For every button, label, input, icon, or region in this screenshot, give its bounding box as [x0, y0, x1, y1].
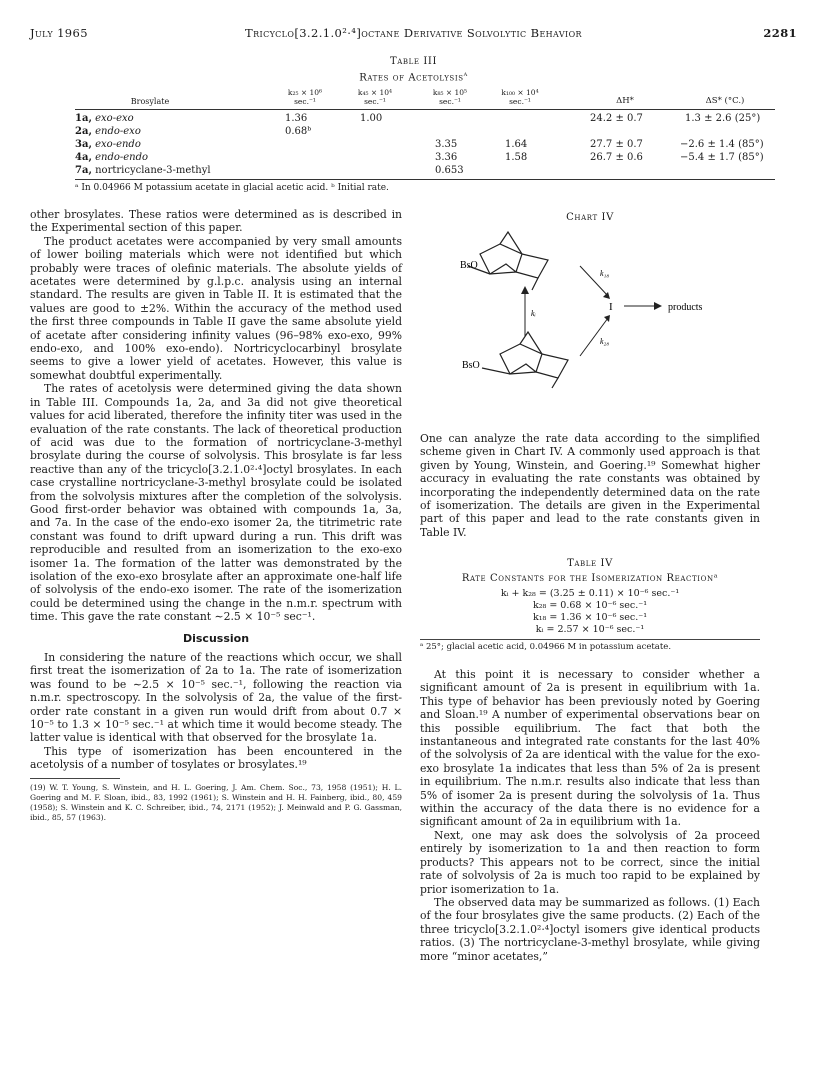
left-column: [30, 208, 402, 823]
page-number: 2281: [763, 26, 797, 40]
products-label: products: [668, 302, 703, 313]
equation-row: k₁₈ = 1.36 × 10⁻⁶ sec.⁻¹: [532, 612, 648, 623]
footnote-19: (19) W. T. Young, S. Winstein, and H. L. Goering, J. Am. Chem. Soc., 73, 1958 (1951); H. L. Goering and M. F. Sloan, ibid., 83, 1992 (1961); S. Winstein and H. H. Fainberg, ibid., 80, 459 (1958); S. Winstein and K. C. Schreiber, ibid., 74, 2171 (1952); J. Meinwald and P. G. Gassman, ibid., 85, 57 (1963).: [30, 782, 402, 822]
equation-row: k₂₈ = 0.68 × 10⁻⁶ sec.⁻¹: [532, 600, 648, 611]
molecule-bottom-icon: [482, 332, 568, 388]
molecule-top-icon: [468, 232, 548, 290]
table4: [420, 558, 760, 652]
paragraph: The rates of acetolysis were determined giving the data shown in Table III. Compounds 1a, 2a, and 3a did not give theoretical values for acid liberated, therefore the infinity titer was used in the evaluation of the rate constants. The lack of theoretical production of acid was due to the formation of nortricyclane-3-methyl brosylate during the course of solvolysis. This brosylate is far less reactive than any of the tricyclo[3.2.1.0²·⁴]octyl brosylates. In each case crystalline nortricyclane-3-methyl brosylate could be isolated from the solvolysis mixtures after the completion of the solvolysis. Good first-order behavior was obtained with compounds 1a, 3a, and 7a. In the case of the endo-exo isomer 2a, the titrimetric rate constant was found to drift upward during a run. This drift was reproducible and resulted from an isomerization to the exo-exo isomer 1a. The formation of the latter was demonstrated by the isolation of the exo-exo brosylate after an approximate one-half life of solvolysis of the endo-exo isomer. The rate of the isomerization could be determined using the change in the n.m.r. spectrum with time. This gave the rate constant ∼2.5 × 10⁻⁵ sec⁻¹.: [30, 382, 402, 624]
col-brosylate: Brosylate: [130, 97, 170, 106]
paragraph: other brosylates. These ratios were determined as is described in the Experimental section of this paper.: [30, 208, 402, 235]
table4-label: Table IV: [567, 558, 613, 569]
col-ds: ΔS* (°C.): [705, 96, 745, 106]
paragraph: At this point it is necessary to consider whether a significant amount of 2a is present in equilibrium with 1a. This type of behavior has been previously noted by Goering and Sloan.¹⁹ A number of experimental observations bear on this possible equilibrium. The fact that both the instantaneous and integrated rate constants for the last 40% of the solvolysis of 2a are identical with the value for the exo-exo brosylate 1a indicates that less than 5% of 2a is present in equilibrium. The n.m.r. results also indicate that less than 5% of isomer 2a is present during the solvolysis of 1a. Thus within the accuracy of the data there is no evidence for a significant amount of 2a in equilibrium with 1a.: [420, 668, 760, 829]
table4-note: ᵃ 25°; glacial acetic acid, 0.04966 M in potassium acetate.: [420, 642, 672, 652]
right-column-top: [420, 432, 760, 539]
table3-footnote: ᵃ In 0.04966 M potassium acetate in glacial acetic acid. ᵇ Initial rate.: [75, 183, 389, 193]
col-k25: k₂₅ × 10⁶ sec.⁻¹: [287, 88, 323, 106]
k-bottom-label: k₂₈: [600, 337, 610, 346]
journal-page: July 1965 Tricyclo[3.2.1.0²·⁴]octane Derivative Solvolytic Behavior 2281 Table III Rates of Acetolysis$^a$ k₂₅ × 10⁶ sec.⁻¹ k₄₅ × 10⁴ sec.⁻¹ k₈₅ × 10⁵ sec.⁻¹ k₁₀₀ × 10⁴ sec.⁻¹ Brosylate ΔH* ΔS* (°C.) 1a, exo-exo 1.36 1.00 24.2 ± 0.7 1.3 ± 2.6 (25°) 2a, endo-exo 0.68ᵇ 3a, exo-endo 3.35 1.64 27.7 ± 0.7 −2.6 ± 1.4 (85°) 4a, endo-endo 3.36 1.58 26.7 ± 0.6 −5.4 ± 1.7 (85°) 7a, nortricyclane-3-methyl 0.653 ᵃ In 0.04966 M potassium acetate in glacial acetic acid. ᵇ Initial rate. other brosylates. These ratios were determined as is described in the Experimental section of this paper. The product acetates were accompanied by very small amounts of lower boiling materials which were not identified but which probably were traces of olefinic materials. The absolute yields of acetates were determined by g.l.p.c. analysis using an internal standard. The results are given in Table II. It is estimated that the values are good to ±2%. Within the accuracy of the method used the first three compounds in Table II gave the same absolute yield of acetate after considering infinity values (96–98% exo-exo, 99% endo-exo, and 100% exo-endo). Nortricyclocarbinyl brosylate seems to give a lower yield of acetates. However, this value is somewhat doubtful experimentally. The rates of acetolysis were determined giving the data shown in Table III. Compounds 1a, 2a, and 3a did not give theoretical values for acid liberated, therefore the infinity titer was used in the evaluation of the rate constants. The lack of theoretical production of acid was due to the formation of nortricyclane-3-methyl brosylate during the course of solvolysis. This brosylate is far less reactive than any of the tricyclo[3.2.1.0²·⁴]octyl brosylates. In each case crystalline nortricyclane-3-methyl brosylate could be isolated from the solvolysis mixtures after the completion of the solvolysis. Good first-order behavior was obtained with compounds 1a, 3a, and 7a. In the case of the endo-exo isomer 2a, the titrimetric rate constant was found to drift upward during a run. This drift was reproducible and resulted from an isomerization to the exo-exo isomer 1a. The formation of the latter was demonstrated by the isolation of the exo-exo brosylate after an approximate one-half life of solvolysis of the endo-exo isomer. The rate of the isomerization could be determined using the change in the n.m.r. spectrum with time. This gave the rate constant ∼2.5 × 10⁻⁵ sec⁻¹. Discussion In considering the nature of the reactions which occur, we shall first treat the isomerization of 2a to 1a. The rate of isomerization was found to be ∼2.5 × 10⁻⁵ sec.⁻¹, following the reaction via n.m.r. spectroscopy. In the solvolysis of 2a, the value of the first-order rate constant in a given run would drift from about 0.7 × 10⁻⁵ to 1.3 × 10⁻⁵ sec.⁻¹ at which time it would become steady. The latter value is identical with that observed for the brosylate 1a. This type of isomerization has been encountered in the acetolysis of a number of tosylates or brosylates.¹⁹ (19) W. T. Young, S. Winstein, and H. L. Goering, J. Am. Chem. Soc., 73, 1958 (1951); H. L. Goering and M. F. Sloan, ibid., 83, 1992 (1961); S. Winstein and H. H. Fainberg, ibid., 80, 459 (1958); S. Winstein and K. C. Schreiber, ibid., 74, 2171 (1952); J. Meinwald and P. G. Gassman, ibid., 85, 57 (1963). Chart IV BsO BsO kᵢ k₁₈ k₂₈ I products One can analyze the rate data according to the simplified scheme given in Chart IV. A commonly used approach is that given by Young, Winstein, and Goering.¹⁹ Somewhat higher accuracy in evaluating the rate constants was obtained by incorporating the independently determined data on the rate of isomerization. The details are given in the Experimental part of this paper and lead to the rate constants given in Table IV. Table IV Rate Constants for the Isomerization Reactionᵃ kᵢ + k₂₈ = (3.25 ± 0.11) × 10⁻⁶ sec.⁻¹ k₂₈ = 0.68 × 10⁻⁶ sec.⁻¹ k₁₈ = 1.36 × 10⁻⁶ sec.⁻¹ kᵢ = 2.57 × 10⁻⁶ sec.⁻¹ ᵃ 25°; glacial acetic acid, 0.04966 M in potassium acetate. At this point it is necessary to consider whether a significant amount of 2a is present in equilibrium with 1a. This type of behavior has been previously noted by Goering and Sloan.¹⁹ A number of experimental observations bear on this possible equilibrium. The fact that both the instantaneous and integrated rate constants for the last 40% of the solvolysis of 2a are identical with the value for the exo-exo brosylate 1a indicates that less than 5% of 2a is present in equilibrium. The n.m.r. results also indicate that less than 5% of isomer 2a is present during the solvolysis of 1a. Thus within the accuracy of the data there is no evidence for a significant amount of 2a in equilibrium with 1a. Next, one may ask does the solvolysis of 2a proceed entirely by isomerization to 1a and then reaction to form products? This appears not to be correct, since the initial rate of solvolysis of 2a is much too rapid to be explained by prior isomerization to 1a. The observed data may be summarized as follows. (1) Each of the four brosylates give the same products. (2) Each of the three tricyclo[3.2.1.0²·⁴]octyl isomers give identical products ratios. (3) The nortricyclane-3-methyl brosylate, while giving more “minor acetates,”: [0, 0, 827, 1071]
paragraph: In considering the nature of the reactions which occur, we shall first treat the isomerization of 2a to 1a. The rate of isomerization was found to be ∼2.5 × 10⁻⁵ sec.⁻¹, following the reaction via n.m.r. spectroscopy. In the solvolysis of 2a, the value of the first-order rate constant in a given run would drift from about 0.7 × 10⁻⁵ to 1.3 × 10⁻⁵ sec.⁻¹ at which time it would become steady. The latter value is identical with that observed for the brosylate 1a.: [30, 651, 402, 745]
k-top-label: k₁₈: [600, 269, 610, 278]
table3-title: Rates of Acetolysis$^a$: [359, 70, 468, 84]
header-date: July 1965: [30, 26, 88, 40]
paragraph: The observed data may be summarized as follows. (1) Each of the four brosylates give the same products. (2) Each of the three tricyclo[3.2.1.0²·⁴]octyl isomers give identical products ratios. (3) The nortricyclane-3-methyl brosylate, while giving more “minor acetates,”: [420, 895, 760, 963]
bso-bottom: BsO: [462, 360, 480, 371]
intermediate-label: I: [609, 301, 613, 313]
section-heading: Discussion: [182, 631, 250, 645]
col-dh: ΔH*: [616, 96, 634, 106]
k-vertical-label: kᵢ: [531, 309, 536, 318]
paragraph: Next, one may ask does the solvolysis of 2a proceed entirely by isomerization to 1a and then reaction to form products? This appears not to be correct, since the initial rate of solvolysis of 2a is much too rapid to be explained by prior isomerization to 1a.: [420, 828, 760, 896]
bso-top: BsO: [460, 260, 478, 271]
equation-row: kᵢ = 2.57 × 10⁻⁶ sec.⁻¹: [535, 624, 645, 635]
paragraph: This type of isomerization has been encountered in the acetolysis of a number of tosylates or brosylates.¹⁹: [30, 744, 402, 772]
col-k45: k₄₅ × 10⁴ sec.⁻¹: [357, 88, 393, 106]
col-k100: k₁₀₀ × 10⁴ sec.⁻¹: [501, 88, 539, 106]
chart4-scheme: [420, 226, 760, 406]
col-k85: k₈₅ × 10⁵ sec.⁻¹: [432, 88, 468, 106]
paragraph: The product acetates were accompanied by very small amounts of lower boiling materials which were not identified but which probably were traces of olefinic materials. The absolute yields of acetates were determined by g.l.p.c. analysis using an internal standard. The results are given in Table II. It is estimated that the values are good to ±2%. Within the accuracy of the method used the first three compounds in Table II gave the same absolute yield of acetate after considering infinity values (96–98% exo-exo, 99% endo-exo, and 100% exo-endo). Nortricyclocarbinyl brosylate seems to give a lower yield of acetates. However, this value is somewhat doubtful experimentally.: [30, 234, 402, 382]
table4-title: Rate Constants for the Isomerization Reactionᵃ: [461, 573, 719, 584]
table3-label: Table III: [389, 56, 438, 67]
header-title: Tricyclo[3.2.1.0²·⁴]octane Derivative Solvolytic Behavior: [245, 26, 582, 40]
paragraph: One can analyze the rate data according to the simplified scheme given in Chart IV. A commonly used approach is that given by Young, Winstein, and Goering.¹⁹ Somewhat higher accuracy in evaluating the rate constants was obtained by incorporating the independently determined data on the rate of isomerization. The details are given in the Experimental part of this paper and lead to the rate constants given in Table IV.: [420, 432, 760, 539]
right-column-bottom: [420, 668, 760, 963]
chart4-label: Chart IV: [566, 212, 614, 223]
equation-row: kᵢ + k₂₈ = (3.25 ± 0.11) × 10⁻⁶ sec.⁻¹: [500, 588, 680, 599]
